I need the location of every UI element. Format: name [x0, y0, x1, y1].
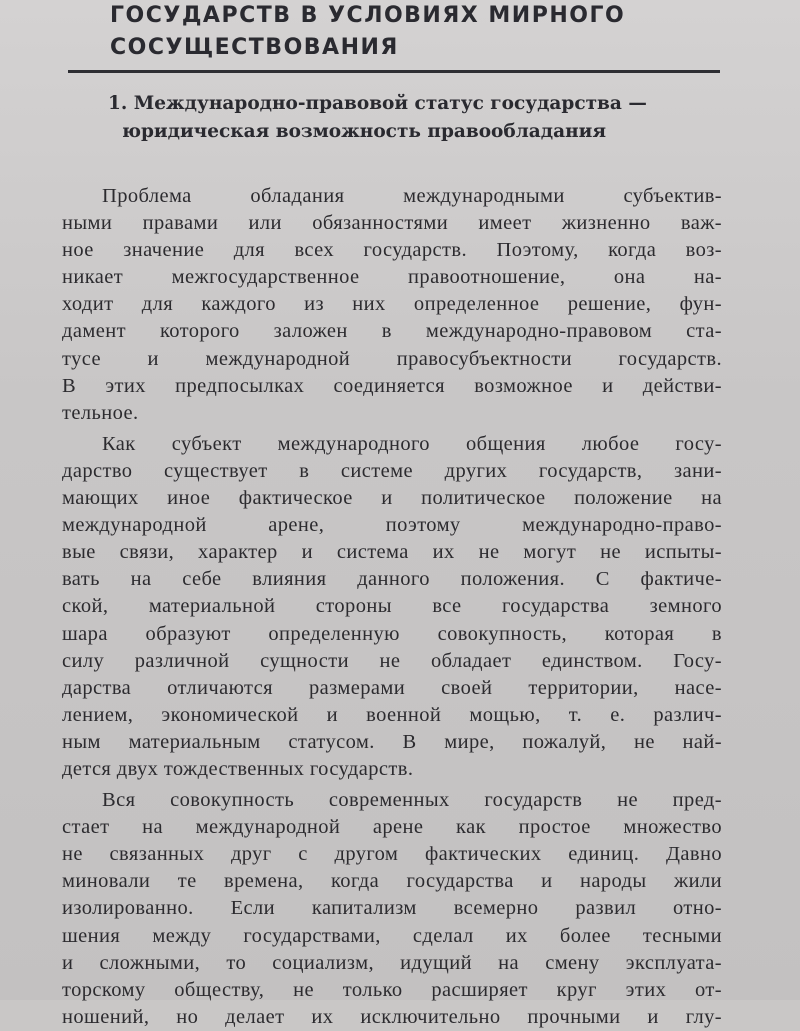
text-line: изолированно. Если капитализм всемерно развил отно- — [62, 897, 722, 920]
text-line: Проблема обладания международными субъектив- — [102, 185, 722, 207]
chapter-heading — [110, 0, 730, 64]
chapter-heading-line-2: СОСУЩЕСТВОВАНИЯ — [110, 35, 399, 60]
text-line: вать на себе влияния данного положения. С фактиче- — [62, 568, 722, 591]
paragraph — [62, 183, 722, 427]
section-heading-line-1: 1. Международно-правовой статус государства — — [108, 93, 647, 114]
text-line: никает межгосударственное правоотношение, она на- — [62, 266, 722, 289]
paragraph — [62, 787, 722, 1031]
text-line: мающих иное фактическое и политическое положение на — [62, 487, 722, 510]
heading-rule — [68, 70, 720, 73]
text-line: дамент которого заложен в международно-правовом ста- — [62, 320, 722, 343]
text-line: ношений, но делает их исключительно прочными и глу- — [62, 1005, 722, 1028]
text-line: силу различной сущности не обладает единством. Госу- — [62, 649, 722, 672]
text-line: вые связи, характер и система их не могут не испыты- — [62, 541, 722, 564]
chapter-heading-line-1: ГОСУДАРСТВ В УСЛОВИЯХ МИРНОГО — [110, 3, 626, 28]
text-line: Как субъект международного общения любое госу- — [102, 432, 722, 455]
text-line: шения между государствами, сделал их более тесными — [62, 924, 722, 947]
text-line: миновали те времена, когда государства и народы жили — [62, 870, 722, 893]
text-line: ным материальным статусом. В мире, пожалуй, не най- — [62, 730, 722, 753]
text-line: тельное. — [62, 401, 139, 424]
section-heading-line-2: юридическая возможность правообладания — [122, 121, 607, 142]
text-line: и сложными, то социализм, идущий на смену эксплуата- — [62, 951, 722, 974]
text-line: торскому обществу, не только расширяет круг этих от- — [62, 978, 722, 1001]
text-line: дарство существует в системе других государств, зани- — [62, 459, 722, 482]
text-line: Вся совокупность современных государств не пред- — [102, 789, 722, 812]
section-heading — [108, 90, 728, 146]
paragraph — [62, 431, 722, 783]
text-line: международной арене, поэтому международно-право- — [62, 514, 722, 537]
text-line: ными правами или обязанностями имеет жизненно важ- — [62, 212, 722, 235]
text-line: ное значение для всех государств. Поэтому, когда воз- — [62, 239, 722, 262]
text-line: дется двух тождественных государств. — [62, 757, 414, 780]
text-line: ходит для каждого из них определенное решение, фун- — [62, 293, 722, 316]
body-text — [62, 183, 722, 1031]
text-line: лением, экономической и военной мощью, т. е. различ- — [62, 703, 722, 726]
text-line: ской, материальной стороны все государства земного — [62, 595, 722, 618]
text-line: тусе и международной правосубъектности государств. — [62, 347, 722, 370]
text-line: не связанных друг с другом фактических единиц. Давно — [62, 843, 722, 866]
text-line: стает на международной арене как простое множество — [62, 816, 722, 839]
text-line: В этих предпосылках соединяется возможное и действи- — [62, 374, 722, 397]
text-line: шара образуют определенную совокупность, которая в — [62, 622, 722, 645]
text-line: дарства отличаются размерами своей территории, насе- — [62, 676, 722, 699]
